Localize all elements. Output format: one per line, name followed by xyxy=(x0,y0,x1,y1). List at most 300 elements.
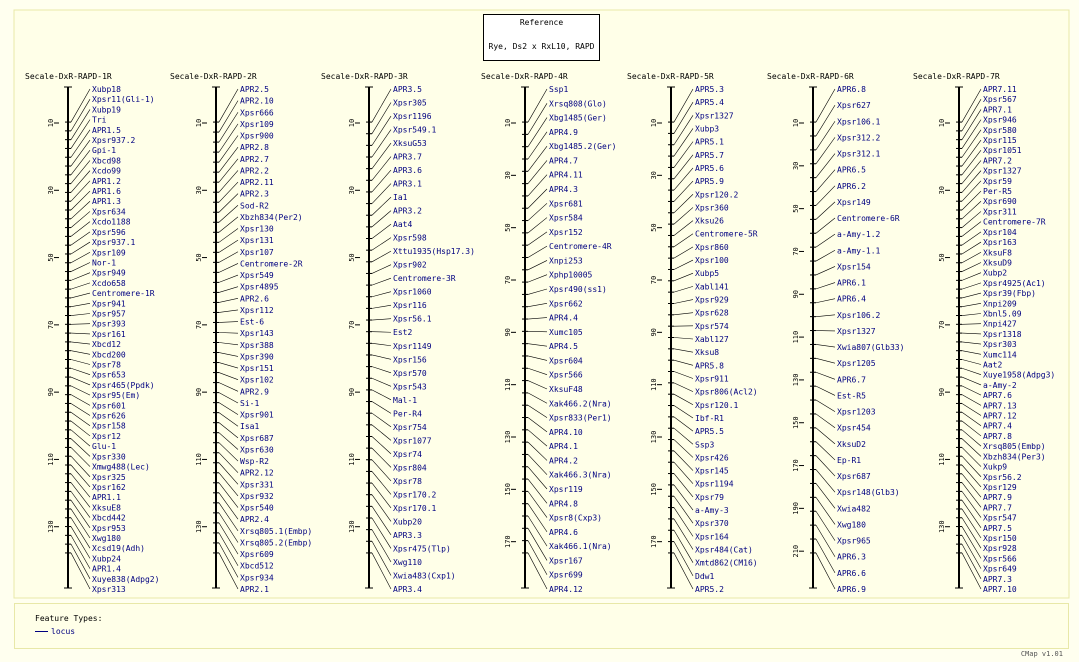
locus-label: Xpsr156 xyxy=(393,355,427,365)
locus-label: Ssp1 xyxy=(549,85,569,94)
locus-label: APR5.1 xyxy=(695,137,724,147)
ruler-tick-label: 90 xyxy=(504,328,512,337)
ruler-tick-label: 50 xyxy=(650,223,658,232)
locus-label: APR5.8 xyxy=(695,361,724,371)
ruler-tick-label: 70 xyxy=(650,275,658,285)
locus-label: Xpsr928 xyxy=(983,544,1017,554)
ruler-tick-label: 90 xyxy=(348,387,356,397)
ruler-tick-label: 110 xyxy=(938,453,946,466)
locus-label: Xpsr566 xyxy=(983,554,1017,564)
locus-label: Xumc105 xyxy=(549,327,583,337)
locus-label: Xpsr305 xyxy=(393,98,427,108)
locus-label: APR7.11 xyxy=(983,85,1017,94)
locus-label: Xubp19 xyxy=(92,105,121,115)
map-title: Secale-DxR-RAPD-5R xyxy=(627,72,714,81)
locus-label: APR2.9 xyxy=(240,387,269,397)
locus-label: Est2 xyxy=(393,328,413,338)
locus-label: APR2.5 xyxy=(240,85,269,94)
locus-label: Xpsr547 xyxy=(983,513,1017,523)
ruler-tick-label: 130 xyxy=(195,520,203,534)
locus-label: Xpsr158 xyxy=(92,421,126,431)
locus-label: Ep-R1 xyxy=(837,455,862,465)
ruler-tick-label: 130 xyxy=(348,520,356,534)
locus-label: Xubp3 xyxy=(695,124,720,134)
ruler-tick-label: 50 xyxy=(47,253,55,262)
locus-label: Xpsr78 xyxy=(92,360,121,370)
locus-label: Xpsr56.1 xyxy=(393,314,432,324)
locus-label: Xpsr4925(Ac1) xyxy=(983,278,1046,288)
locus-label: Mal-1 xyxy=(393,395,418,405)
ruler-tick-label: 70 xyxy=(47,320,55,330)
ruler-tick-label: 110 xyxy=(650,378,658,391)
locus-label: Xpsr1327 xyxy=(695,111,734,121)
locus-label: Xpsr699 xyxy=(549,570,583,580)
locus-label: Xubp24 xyxy=(92,554,121,564)
locus-label: Xpsr154 xyxy=(837,262,871,272)
ruler-tick-label: 150 xyxy=(792,416,800,430)
locus-label: Xpsr331 xyxy=(240,480,274,490)
locus-label: APR6.6 xyxy=(837,568,866,578)
locus-label: Xpsr313 xyxy=(92,585,126,594)
locus-label: Xpsr666 xyxy=(240,108,274,118)
locus-label: APR6.4 xyxy=(837,294,866,304)
map-title: Secale-DxR-RAPD-6R xyxy=(767,72,854,81)
ruler-tick-label: 30 xyxy=(195,186,203,195)
locus-label: Xpsr388 xyxy=(240,340,274,350)
locus-label: Xpsr490(ss1) xyxy=(549,285,607,294)
locus-label: Xpsr162 xyxy=(92,482,126,492)
locus-label: Xubp18 xyxy=(92,85,121,94)
locus-label: Xpsr74 xyxy=(393,449,422,459)
locus-label: APR7.13 xyxy=(983,401,1017,411)
map-title: Secale-DxR-RAPD-4R xyxy=(481,72,568,81)
locus-label: Xpsr662 xyxy=(549,299,583,309)
locus-label: Xpsr150 xyxy=(983,533,1017,543)
locus-label: Xpsr95(Em) xyxy=(92,391,141,401)
locus-label: Xpsr934 xyxy=(240,573,274,583)
locus-label: Xpsr580 xyxy=(983,125,1017,135)
locus-label: Xpsr1318 xyxy=(983,329,1022,339)
locus-label: APR6.2 xyxy=(837,181,866,191)
ruler-tick-label: 150 xyxy=(504,483,512,496)
locus-label: APR1.2 xyxy=(92,176,121,186)
locus-label: Xcsd19(Adh) xyxy=(92,544,145,554)
locus-label: APR6.3 xyxy=(837,552,866,562)
locus-label: Xpsr109 xyxy=(92,248,126,258)
ruler-tick-label: 110 xyxy=(792,330,800,344)
ruler-tick-label: 130 xyxy=(504,430,512,444)
locus-label: Xuye1958(Adpg3) xyxy=(983,370,1056,380)
locus-label: APR4.2 xyxy=(549,456,578,466)
locus-label: Ia1 xyxy=(393,193,408,203)
ruler-tick-label: 170 xyxy=(650,535,658,548)
locus-label: a-Amy-2 xyxy=(983,380,1017,390)
locus-label: Xcdo1188 xyxy=(92,217,131,227)
locus-label: APR1.3 xyxy=(92,197,121,207)
locus-label: Xak466.1(Nra) xyxy=(549,542,612,552)
locus-label: Xpsr393 xyxy=(92,319,126,329)
locus-label: Centromere-5R xyxy=(695,229,758,239)
locus-label: APR4.5 xyxy=(549,342,578,352)
locus-label: Tri xyxy=(92,115,107,125)
ruler-tick-label: 90 xyxy=(938,387,946,397)
locus-label: Xpsr106.1 xyxy=(837,117,881,127)
ruler-tick-label: 170 xyxy=(504,535,512,548)
locus-label: Xpsr567 xyxy=(983,95,1017,105)
locus-label: Xpsr570 xyxy=(393,368,427,378)
locus-label: Xpsr584 xyxy=(549,213,583,223)
locus-label: Xpsr100 xyxy=(695,256,729,266)
ruler-tick-label: 90 xyxy=(47,387,55,397)
locus-label: APR7.12 xyxy=(983,411,1017,421)
locus-label: Centromere-3R xyxy=(393,274,456,284)
locus-label: APR4.9 xyxy=(549,127,578,137)
locus-label: Xpsr628 xyxy=(695,308,729,318)
locus-label: Xak466.2(Nra) xyxy=(549,399,612,409)
locus-label: Xpsr627 xyxy=(837,101,871,111)
ruler-tick-label: 70 xyxy=(348,320,356,330)
legend-heading: Feature Types: xyxy=(35,614,103,623)
locus-label: Xpsr949 xyxy=(92,268,126,278)
locus-label: Xttu1935(Hsp17.3) xyxy=(393,247,475,257)
locus-label: XksuD9 xyxy=(983,258,1012,268)
ruler-tick-label: 10 xyxy=(195,118,203,128)
locus-label: APR5.9 xyxy=(695,177,724,187)
locus-label: a-Amy-3 xyxy=(695,506,729,516)
locus-label: APR7.2 xyxy=(983,156,1012,166)
locus-label: APR3.7 xyxy=(393,152,422,162)
locus-label: Xcdo658 xyxy=(92,278,126,288)
locus-label: Xpsr330 xyxy=(92,452,126,462)
locus-label: APR7.3 xyxy=(983,574,1012,584)
locus-label: APR4.12 xyxy=(549,585,583,594)
locus-label: APR5.5 xyxy=(695,427,724,437)
locus-label: Xnpi253 xyxy=(549,256,583,266)
locus-label: Xpsr1060 xyxy=(393,287,432,297)
locus-label: Xpsr163 xyxy=(983,238,1017,248)
locus-label: APR4.7 xyxy=(549,156,578,166)
locus-label: APR3.6 xyxy=(393,166,422,176)
locus-label: Xbg1485(Ger) xyxy=(549,113,607,123)
locus-label: Xpsr902 xyxy=(393,260,427,270)
locus-label: Xpsr11(Gli-1) xyxy=(92,95,155,105)
locus-label: Xpsr115 xyxy=(983,136,1017,146)
locus-label: Xwia482 xyxy=(837,504,871,514)
locus-label: Xrsq805.1(Embp) xyxy=(240,526,313,536)
locus-label: Xpsr390 xyxy=(240,352,274,362)
locus-label: Xcdo99 xyxy=(92,166,121,176)
locus-label: APR7.7 xyxy=(983,503,1012,513)
locus-label: XksuG53 xyxy=(393,139,427,149)
ruler-tick-label: 90 xyxy=(650,328,658,337)
locus-label: Xpsr681 xyxy=(549,199,583,209)
legend-line-icon xyxy=(35,631,48,632)
locus-label: Xpsr129 xyxy=(983,482,1017,492)
locus-label: Xpsr1327 xyxy=(983,166,1022,176)
locus-label: Centromere-7R xyxy=(983,217,1046,227)
locus-label: XksuF8 xyxy=(983,248,1012,258)
locus-label: Xuye838(Adpg2) xyxy=(92,574,160,584)
locus-label: APR1.4 xyxy=(92,564,121,574)
locus-label: Xpsr690 xyxy=(983,197,1017,207)
ruler-tick-label: 90 xyxy=(195,387,203,397)
locus-label: Xwia807(Glb33) xyxy=(837,343,905,353)
locus-label: Xpsr937.2 xyxy=(92,136,136,146)
locus-label: Xpsr601 xyxy=(92,401,126,411)
locus-label: Xnpi209 xyxy=(983,299,1017,309)
locus-label: APR5.2 xyxy=(695,585,724,594)
locus-label: Xpsr12 xyxy=(92,431,121,441)
locus-label: APR3.4 xyxy=(393,585,422,594)
locus-label: XksuF48 xyxy=(549,385,583,394)
locus-label: Est-R5 xyxy=(837,391,866,401)
locus-label: Xpsr649 xyxy=(983,564,1017,574)
ruler-tick-label: 70 xyxy=(792,247,800,256)
ruler-tick-label: 30 xyxy=(938,186,946,195)
ruler-tick-label: 10 xyxy=(47,118,55,128)
locus-label: XksuE8 xyxy=(92,503,121,513)
locus-label: Xbcd98 xyxy=(92,156,121,166)
locus-label: Xpsr120.2 xyxy=(695,190,739,200)
locus-label: Si-1 xyxy=(240,398,260,408)
locus-label: Xpsr112 xyxy=(240,305,274,315)
locus-label: Xpsr484(Cat) xyxy=(695,545,753,555)
locus-label: APR2.11 xyxy=(240,178,274,188)
locus-label: APR4.4 xyxy=(549,313,578,323)
locus-label: APR3.3 xyxy=(393,530,422,540)
locus-label: APR2.1 xyxy=(240,585,269,594)
locus-label: Xpsr119 xyxy=(549,485,583,494)
ruler-tick-label: 130 xyxy=(650,430,658,444)
locus-label: Xpsr806(Acl2) xyxy=(695,387,758,397)
locus-label: Xbzh834(Per2) xyxy=(240,212,303,222)
locus-label: APR2.6 xyxy=(240,294,269,304)
locus-label: Xpsr39(Fbp) xyxy=(983,289,1036,299)
locus-label: Xpsr549.1 xyxy=(393,125,437,135)
locus-label: Xubp5 xyxy=(695,269,720,279)
ruler-tick-label: 10 xyxy=(348,118,356,128)
locus-label: Xpsr687 xyxy=(240,433,274,443)
locus-label: Xukp9 xyxy=(983,462,1008,472)
locus-label: a-Amy-1.1 xyxy=(837,246,881,256)
ruler-tick-label: 70 xyxy=(504,275,512,285)
locus-label: Xpsr59 xyxy=(983,176,1012,186)
locus-label: Xumc114 xyxy=(983,350,1017,360)
locus-label: a-Amy-1.2 xyxy=(837,230,881,240)
locus-label: Xpsr941 xyxy=(92,299,126,309)
locus-label: Isa1 xyxy=(240,422,260,432)
ruler-tick-label: 30 xyxy=(792,161,800,171)
locus-label: APR6.5 xyxy=(837,165,866,175)
locus-label: APR4.11 xyxy=(549,170,583,180)
ruler-tick-label: 190 xyxy=(792,502,800,515)
locus-label: Xpsr634 xyxy=(92,207,126,217)
locus-label: Xpsr804 xyxy=(393,463,427,473)
locus-label: Xpsr370 xyxy=(695,519,729,529)
locus-label: Xpsr549 xyxy=(240,271,274,281)
locus-label: APR3.5 xyxy=(393,85,422,94)
locus-label: Xpsr102 xyxy=(240,375,274,385)
locus-label: Xpsr1194 xyxy=(695,479,734,489)
locus-label: APR2.7 xyxy=(240,154,269,164)
locus-label: Xbcd512 xyxy=(240,561,274,571)
locus-label: APR2.4 xyxy=(240,515,269,525)
ruler-tick-label: 10 xyxy=(792,118,800,128)
ruler-tick-label: 130 xyxy=(792,373,800,387)
locus-label: Xmtd862(CM16) xyxy=(695,558,758,568)
locus-label: Xbcd12 xyxy=(92,340,121,350)
locus-label: Sod-R2 xyxy=(240,201,269,211)
locus-label: Xpsr4895 xyxy=(240,282,279,292)
locus-label: Xpsr626 xyxy=(92,411,126,421)
locus-label: Xpsr604 xyxy=(549,356,583,366)
locus-label: Est-6 xyxy=(240,317,265,327)
locus-label: Xpsr360 xyxy=(695,203,729,213)
locus-label: Xpsr566 xyxy=(549,370,583,380)
locus-label: APR4.8 xyxy=(549,499,578,509)
locus-label: Centromere-2R xyxy=(240,259,303,269)
locus-label: Xwg180 xyxy=(92,533,121,543)
locus-label: Xabl141 xyxy=(695,282,729,292)
ruler-tick-label: 50 xyxy=(938,253,946,262)
locus-label: Xak466.3(Nra) xyxy=(549,470,612,480)
cmap-version: CMap v1.01 xyxy=(1020,650,1063,658)
ruler-tick-label: 50 xyxy=(792,204,800,213)
ruler-tick-label: 150 xyxy=(650,483,658,496)
locus-label: Xpsr148(Glb3) xyxy=(837,488,900,498)
locus-label: Ibf-R1 xyxy=(695,413,724,423)
locus-label: Xpsr1205 xyxy=(837,359,876,369)
locus-label: Xubp20 xyxy=(393,517,422,527)
locus-label: Centromere-4R xyxy=(549,242,612,252)
locus-label: Xrsq805(Embp) xyxy=(983,442,1046,452)
locus-label: Xpsr1327 xyxy=(837,326,876,336)
locus-label: Xpsr1149 xyxy=(393,341,432,351)
ruler-tick-label: 90 xyxy=(792,290,800,299)
locus-label: Gpi-1 xyxy=(92,146,117,156)
locus-label: APR2.3 xyxy=(240,189,269,199)
ruler-tick-label: 10 xyxy=(938,118,946,128)
locus-label: Xpsr454 xyxy=(837,423,871,433)
locus-label: APR7.9 xyxy=(983,493,1012,503)
locus-label: Xpsr303 xyxy=(983,340,1017,350)
locus-label: Xpsr860 xyxy=(695,242,729,252)
locus-label: Xpsr475(Tlp) xyxy=(393,544,451,554)
locus-label: APR3.2 xyxy=(393,206,422,216)
ruler-tick-label: 50 xyxy=(504,223,512,232)
locus-label: Nor-1 xyxy=(92,258,117,268)
locus-label: Xpsr325 xyxy=(92,472,126,482)
locus-label: Xrsq805.2(Embp) xyxy=(240,538,313,548)
locus-label: Per-R5 xyxy=(983,187,1012,197)
locus-label: Per-R4 xyxy=(393,409,422,419)
locus-label: APR6.7 xyxy=(837,375,866,385)
locus-label: Xmwg488(Lec) xyxy=(92,462,150,472)
locus-label: Xpsr79 xyxy=(695,492,724,502)
locus-label: APR7.6 xyxy=(983,391,1012,401)
locus-label: Wsp-R2 xyxy=(240,457,269,467)
locus-label: Xpsr754 xyxy=(393,422,427,432)
map-title: Secale-DxR-RAPD-2R xyxy=(170,72,257,81)
locus-label: APR5.3 xyxy=(695,85,724,94)
locus-label: Xrsq808(Glo) xyxy=(549,99,607,109)
locus-label: APR1.6 xyxy=(92,187,121,197)
locus-label: APR4.3 xyxy=(549,185,578,194)
locus-label: APR5.6 xyxy=(695,163,724,173)
locus-label: APR3.1 xyxy=(393,179,422,189)
locus-label: Aat4 xyxy=(393,220,413,230)
ruler-tick-label: 30 xyxy=(504,171,512,180)
locus-label: Xbcd442 xyxy=(92,513,126,523)
reference-title: Reference xyxy=(519,18,564,27)
ruler-tick-label: 70 xyxy=(195,320,203,330)
locus-label: Xpsr170.2 xyxy=(393,490,437,500)
locus-label: APR2.8 xyxy=(240,143,269,153)
locus-label: Xpsr598 xyxy=(393,233,427,243)
locus-label: Xbcd200 xyxy=(92,350,126,360)
locus-label: APR5.7 xyxy=(695,150,724,160)
locus-label: Xpsr596 xyxy=(92,227,126,237)
locus-label: APR5.4 xyxy=(695,98,724,108)
map-title: Secale-DxR-RAPD-3R xyxy=(321,72,408,81)
ruler-tick-label: 110 xyxy=(504,378,512,391)
locus-label: Xwia483(Cxp1) xyxy=(393,571,456,581)
ruler-tick-label: 130 xyxy=(938,520,946,534)
locus-label: Xpsr152 xyxy=(549,227,583,237)
ruler-tick-label: 130 xyxy=(47,520,55,534)
locus-label: APR4.1 xyxy=(549,442,578,452)
ruler-tick-label: 30 xyxy=(650,171,658,180)
locus-label: Xpsr630 xyxy=(240,445,274,455)
locus-label: APR6.9 xyxy=(837,585,866,594)
locus-label: APR6.1 xyxy=(837,278,866,288)
locus-label: Xbg1485.2(Ger) xyxy=(549,142,617,152)
legend-item-locus: locus xyxy=(51,627,76,636)
map-title: Secale-DxR-RAPD-1R xyxy=(25,72,112,81)
locus-label: APR2.2 xyxy=(240,166,269,176)
locus-label: APR6.8 xyxy=(837,85,866,94)
locus-label: APR7.5 xyxy=(983,523,1012,533)
locus-label: XksuD2 xyxy=(837,439,866,449)
map-title: Secale-DxR-RAPD-7R xyxy=(913,72,1000,81)
locus-label: Xpsr312.1 xyxy=(837,149,881,159)
locus-label: Xksu8 xyxy=(695,348,720,358)
locus-label: Xpsr653 xyxy=(92,370,126,380)
locus-label: Xwg110 xyxy=(393,557,422,567)
locus-label: Xpsr901 xyxy=(240,410,274,420)
ruler-tick-label: 10 xyxy=(650,118,658,128)
locus-label: Xnpi427 xyxy=(983,319,1017,329)
locus-label: Xpsr953 xyxy=(92,523,126,533)
locus-label: Xpsr687 xyxy=(837,472,871,482)
ruler-tick-label: 210 xyxy=(792,544,800,558)
locus-label: APR7.8 xyxy=(983,431,1012,441)
locus-label: Xpsr957 xyxy=(92,309,126,319)
locus-label: Xpsr426 xyxy=(695,453,729,463)
locus-label: APR7.4 xyxy=(983,421,1012,431)
locus-label: Xpsr946 xyxy=(983,115,1017,125)
ruler-tick-label: 110 xyxy=(47,453,55,466)
locus-label: APR2.12 xyxy=(240,468,274,478)
locus-label: APR4.6 xyxy=(549,527,578,537)
ruler-tick-label: 30 xyxy=(47,186,55,195)
locus-label: Xpsr311 xyxy=(983,207,1017,217)
ruler-tick-label: 50 xyxy=(195,253,203,262)
locus-label: Xpsr107 xyxy=(240,247,274,257)
locus-label: Xpsr465(Ppdk) xyxy=(92,380,155,390)
locus-label: Xpsr170.1 xyxy=(393,503,437,513)
ruler-tick-label: 30 xyxy=(348,186,356,195)
